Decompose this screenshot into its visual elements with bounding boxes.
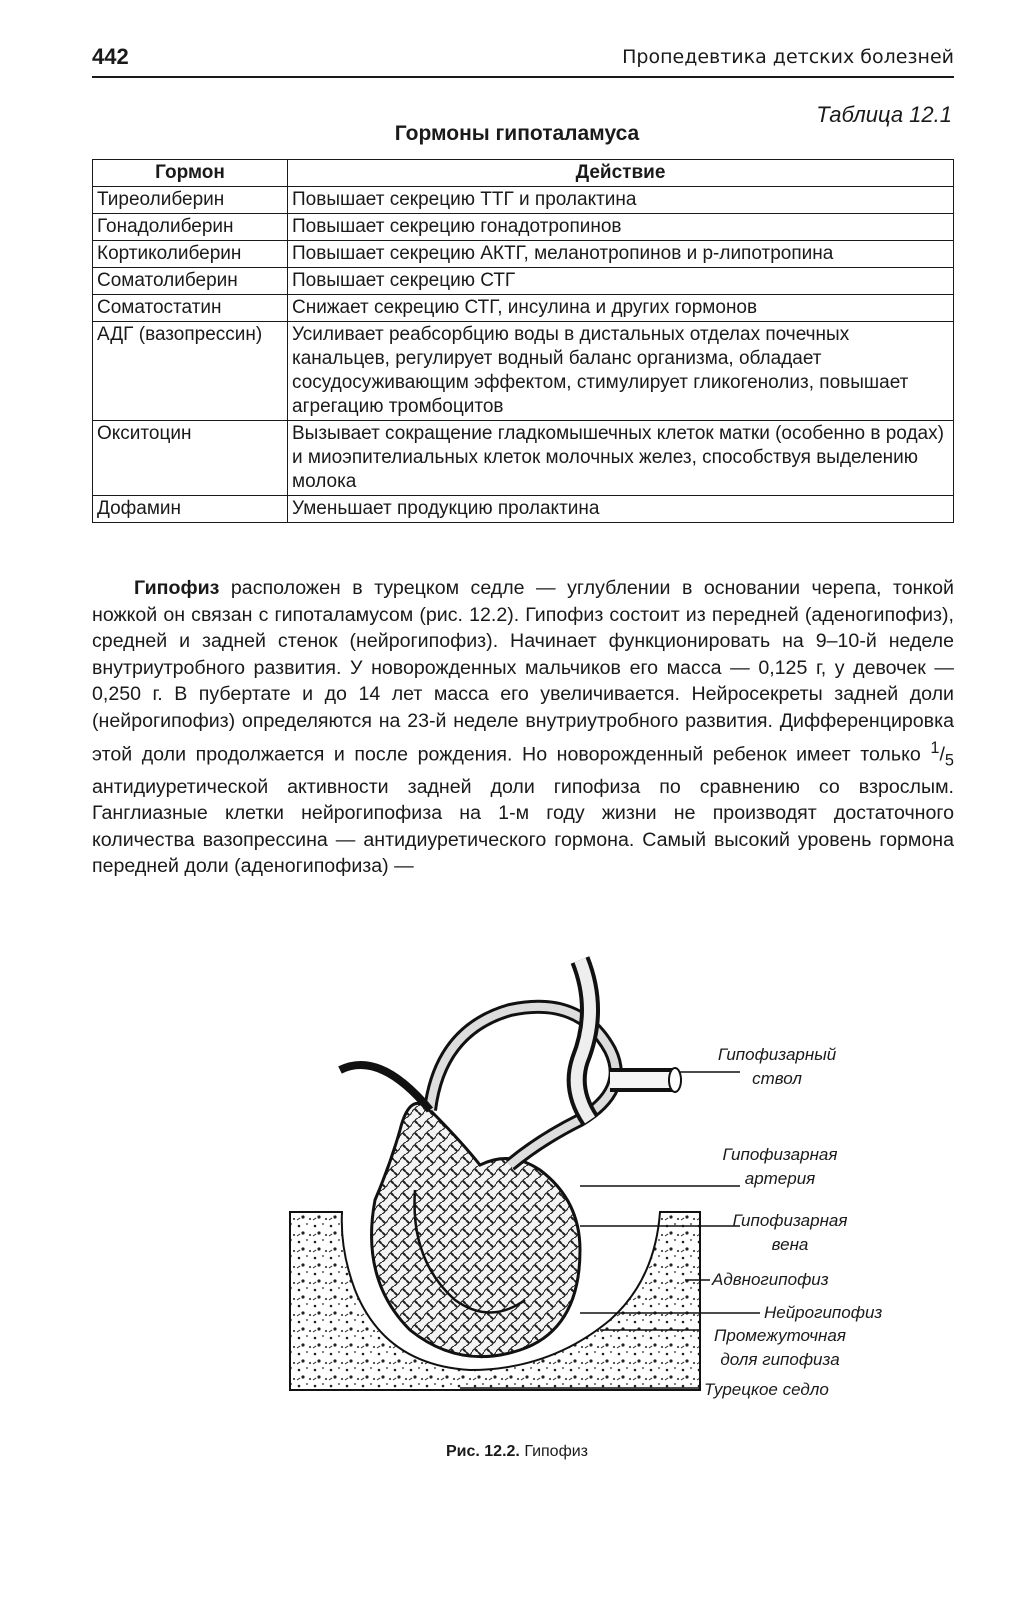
table-row xyxy=(93,496,954,523)
lead-term: Гипофиз xyxy=(134,577,220,599)
hormones-table xyxy=(92,159,954,523)
body-paragraph: Гипофиз расположен в турецком седле — углублении в основании черепа, тонкой ножкой он связан с гипоталамусом (рис. 12.2). Гипофиз состоит из передней (аденогипофиз), средней и задней стенок (нейрогипофиз). Начинает функционировать на 9–10-й неделе внутриутробного развития. У новорожденных мальчиков его масса — 0,125 г, у девочек — 0,250 г. В пубертате и до 14 лет масса его увеличивается. Нейросекреты задней доли (нейрогипофиз) определяются на 23-й неделе внутриутробного развития. Дифференцировка этой доли продолжается и после рождения. Но новорожденный ребенок имеет только $^1/_5$ антидиуретической активности задней доли гипофиза по сравнению со взрослым. Ганглиазные клетки нейрогипофиза на 1-м году жизни не производят достаточного количества вазопрессина — антидиуретического гормона. Самый высокий уровень гормона передней доли (аденогипофиза) — xyxy=(92,577,954,878)
table-title: Гормоны гипоталамуса xyxy=(394,122,640,145)
hormone-cell: АДГ (вазопрессин) xyxy=(93,322,288,421)
table-header-row xyxy=(93,160,954,187)
label-adenohypophysis: Адвногипофиз xyxy=(712,1270,829,1289)
paragraph-text-part1: расположен в турецком седле — углублении в основании черепа, тонкой ножкой он связан с гипоталамусом (рис. 12.2). Гипофиз состоит из передней (аденогипофиз), средней и задней стенок (нейрогипофиз). Начинает функционировать на 9–10-й неделе внутриутробного развития. У новорожденных мальчиков его масса — 0,125 г, у девочек — 0,250 г. В пубертате и до 14 лет масса его увеличивается. Нейросекреты задней доли (нейрогипофиз) определяются на 23-й неделе внутриутробного развития. Дифференцировка этой доли продолжается и после рождения. Но новорожденный ребенок имеет только xyxy=(92,577,954,766)
caption-number: Рис. 12.2. xyxy=(445,1443,520,1460)
table-row xyxy=(93,214,954,241)
action-cell: Вызывает сокращение гладкомышечных клеток матки (особенно в родах) и миоэпителиальных клеток молочных желез, способствуя выделению молока xyxy=(288,421,954,496)
hormone-cell: Кортиколиберин xyxy=(93,241,288,268)
label-neurohypophysis: Нейрогипофиз xyxy=(764,1303,883,1322)
label-hypophyseal-vein: Гипофизарная вена xyxy=(732,1211,848,1254)
table-row xyxy=(93,295,954,322)
label-sella-turcica: Турецкое седло xyxy=(704,1380,829,1399)
table-row xyxy=(93,241,954,268)
fraction-denominator: 5 xyxy=(944,751,954,769)
column-header-hormone: Гормон xyxy=(93,160,288,187)
action-cell: Снижает секрецию СТГ, инсулина и других гормонов xyxy=(288,295,954,322)
table-row xyxy=(93,322,954,421)
hormone-cell: Соматолиберин xyxy=(93,268,288,295)
table-row xyxy=(93,187,954,214)
action-cell: Повышает секрецию ТТГ и пролактина xyxy=(288,187,954,214)
running-title: Пропедевтика детских болезней xyxy=(622,46,954,68)
page-number: 442 xyxy=(92,44,129,69)
pituitary-figure xyxy=(280,950,920,1430)
figure-caption xyxy=(0,1443,1034,1461)
hormone-cell: Дофамин xyxy=(93,496,288,523)
hypophyseal-vessels xyxy=(340,960,681,1165)
caption-text: Гипофиз xyxy=(524,1443,589,1460)
label-hypophyseal-stalk: Гипофизарный ствол xyxy=(717,1045,837,1088)
hormone-cell: Тиреолиберин xyxy=(93,187,288,214)
hormone-cell: Окситоцин xyxy=(93,421,288,496)
action-cell: Повышает секрецию СТГ xyxy=(288,268,954,295)
hormone-cell: Соматостатин xyxy=(93,295,288,322)
label-hypophyseal-artery: Гипофизарная артерия xyxy=(722,1145,838,1188)
action-cell: Повышает секрецию гонадотропинов xyxy=(288,214,954,241)
action-cell: Усиливает реабсорбцию воды в дистальных отделах почечных канальцев, регулирует водный баланс организма, обладает сосудосуживающим эффектом, стимулирует гликогенолиз, повышает агрегацию тромбоцитов xyxy=(288,322,954,421)
paragraph-text-part2: антидиуретической активности задней доли гипофиза по сравнению со взрослым. Ганглиазные клетки нейрогипофиза на 1-м году жизни не производят достаточного количества вазопрессина — антидиуретического гормона. Самый высокий уровень гормона передней доли (аденогипофиза) — xyxy=(92,775,954,878)
label-intermediate-lobe: Промежуточная доля гипофиза xyxy=(714,1326,846,1369)
fraction-numerator: 1 xyxy=(930,738,940,757)
table-row xyxy=(93,421,954,496)
page-header xyxy=(92,40,954,78)
table-row xyxy=(93,268,954,295)
column-header-action: Действие xyxy=(288,160,954,187)
table-label: Таблица 12.1 xyxy=(816,102,952,127)
action-cell: Уменьшает продукцию пролактина xyxy=(288,496,954,523)
hormone-cell: Гонадолиберин xyxy=(93,214,288,241)
action-cell: Повышает секрецию АКТГ, меланотропинов и р-липотропина xyxy=(288,241,954,268)
